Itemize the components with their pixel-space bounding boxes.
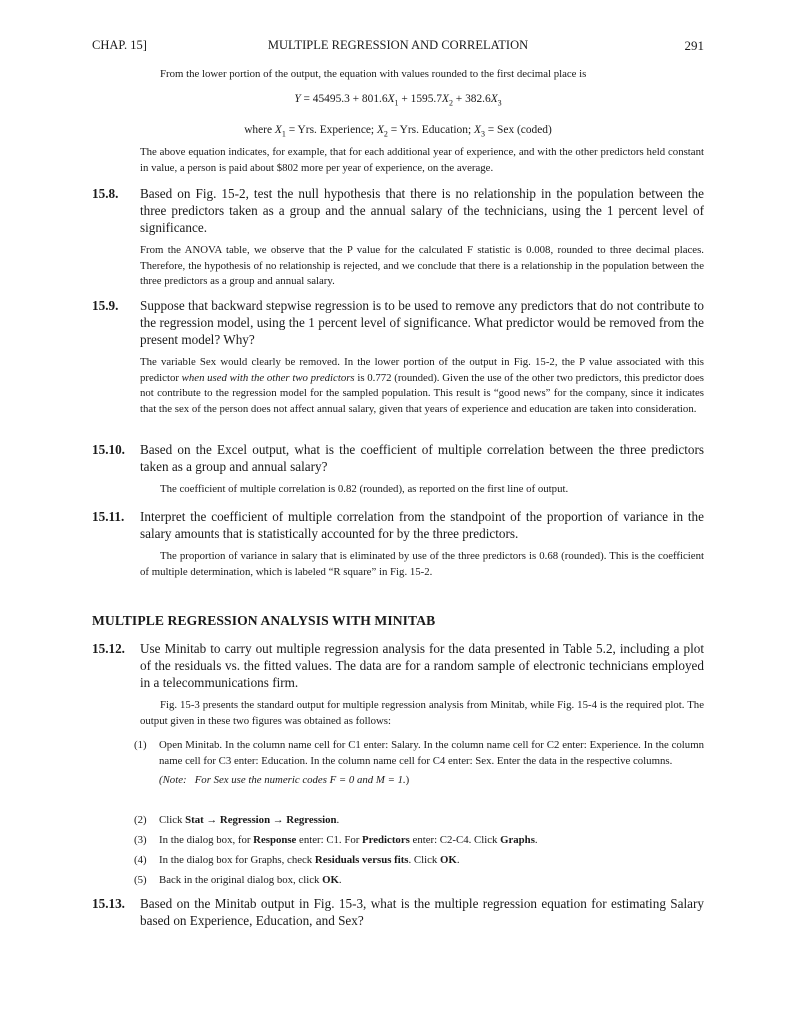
chapter-label: CHAP. 15] — [92, 38, 147, 52]
step-text: Click — [159, 814, 186, 826]
step-2 — [134, 813, 704, 829]
problem-question: Use Minitab to carry out multiple regression analysis for the data presented in Table 5.2, including a plot of the residuals vs. the fitted values. The data are for a random sample of electronic technicians employed in a telecommunications firm. — [140, 641, 704, 690]
answer-emphasis: when used with the other two predictors — [181, 371, 355, 384]
arrow: → — [270, 814, 287, 826]
step-3 — [134, 833, 704, 849]
step-1 — [134, 738, 704, 789]
problem-15-13 — [92, 895, 704, 929]
problem-number: 15.10. — [92, 442, 125, 457]
step-4 — [134, 853, 704, 869]
step-number: (3) — [134, 834, 147, 846]
menu-regression: Regression — [219, 814, 271, 826]
note-close: ) — [405, 774, 410, 786]
page-number: 291 — [684, 38, 704, 53]
response-label: Response — [253, 834, 297, 846]
variable-definitions — [92, 124, 704, 138]
chapter-title: MULTIPLE REGRESSION AND CORRELATION — [267, 38, 529, 52]
graphs-label: Graphs — [500, 834, 535, 846]
step-text: Back in the original dialog box, click — [159, 874, 323, 886]
running-header — [92, 38, 704, 54]
step-text: enter: C2-C4. Click — [409, 834, 501, 846]
problem-number: 15.13. — [92, 896, 125, 911]
step-note — [159, 773, 409, 789]
where-text: where $X_1$ = Yrs. Experience; $X_2$ = Yrs. Education; $X_3$ = Sex (coded) — [244, 124, 552, 139]
problem-answer: The proportion of variance in salary that is eliminated by use of the three predictors is 0.68 (rounded). This is the coefficient of multiple determination, which is labeled “R square” in Fig. 15-2. — [140, 550, 704, 578]
step-text: In the dialog box for Graphs, check — [159, 854, 315, 866]
step-number: (4) — [134, 854, 147, 866]
problem-question: Suppose that backward stepwise regression is to be used to remove any predictors that do not contribute to the regression model, using the 1 percent level of significance. What predictor would be removed from the present model? Why? — [140, 298, 704, 347]
problem-15-9 — [92, 297, 704, 348]
problem-question: Based on Fig. 15-2, test the null hypothesis that there is no relationship in the population between the three predictors taken as a group and the annual salary of the technicians, using the 1 percent level of significance. — [140, 186, 704, 235]
step-text: . Click — [408, 854, 441, 866]
problem-answer: The coefficient of multiple correlation is 0.82 (rounded), as reported on the first line of output. — [160, 483, 569, 495]
problem-answer: Fig. 15-3 presents the standard output for multiple regression analysis from Minitab, while Fig. 15-4 is the required plot. The output given in these two figures was obtained as follows: — [140, 699, 704, 727]
step-end: . — [456, 854, 460, 866]
step-end: . — [336, 814, 340, 826]
problem-answer — [140, 355, 704, 417]
ok-label: OK — [322, 874, 339, 886]
menu-regression-item: Regression — [286, 814, 337, 826]
intro-paragraph: The above equation indicates, for example, that for each additional year of experience, and with the other predictors held constant in value, a person is paid about $802 more per year of experience, on the average. — [140, 146, 704, 174]
note-label: (Note: — [159, 774, 187, 786]
problem-number: 15.9. — [92, 298, 119, 313]
problem-question: Interpret the coefficient of multiple correlation from the standpoint of the proportion of variance in the salary amounts that is statistically accounted for by the three predictors. — [140, 509, 704, 541]
step-end: . — [338, 874, 342, 886]
answer-part: The variable Sex would clearly be removed. In the lower portion of the output in Fig. 15-2, the P value associated with this predictor — [140, 356, 704, 384]
problem-15-12 — [92, 640, 704, 691]
arrow: → — [203, 814, 220, 826]
section-heading: MULTIPLE REGRESSION ANALYSIS WITH MINITAB — [92, 613, 436, 628]
step-text: In the dialog box, for — [159, 834, 254, 846]
step-text: enter: C1. For — [296, 834, 363, 846]
step-text: Open Minitab. In the column name cell for C1 enter: Salary. In the column name cell for C2 enter: Experience. In the column name cell for C3 enter: Education. In the column name cell for C4 enter: Sex. Enter the data in the respective columns. — [159, 739, 704, 767]
problem-number: 15.8. — [92, 186, 119, 201]
predictors-label: Predictors — [362, 834, 410, 846]
residuals-label: Residuals versus fits — [314, 854, 409, 866]
step-5 — [134, 873, 704, 889]
problem-number: 15.11. — [92, 509, 125, 524]
problem-15-10 — [92, 441, 704, 475]
problem-question: Based on the Excel output, what is the coefficient of multiple correlation between the three predictors taken as a group and annual salary? — [140, 442, 704, 474]
problem-15-11 — [92, 508, 704, 542]
step-number: (2) — [134, 814, 147, 826]
step-end: . — [534, 834, 538, 846]
problem-question: Based on the Minitab output in Fig. 15-3, what is the multiple regression equation for estimating Salary based on Experience, Education, and Sex? — [140, 896, 704, 928]
step-number: (5) — [134, 874, 147, 886]
note-text: For Sex use the numeric codes F = 0 and M = 1. — [194, 774, 406, 786]
answer-part: is 0.772 (rounded). Given the use of the other two predictors, this predictor does not contribute to the regression model for the sampled population. This result is “good news” for the company, since it indicates that the sex of the person does not affect annual salary, given that years of experience and education are taken into consideration. — [140, 371, 704, 415]
intro-line: From the lower portion of the output, the equation with values rounded to the first decimal place is — [160, 68, 587, 80]
problem-number: 15.12. — [92, 641, 125, 656]
problem-answer: From the ANOVA table, we observe that the P value for the calculated F statistic is 0.008, rounded to three decimal places. Therefore, the hypothesis of no relationship is rejected, and we conclude that there is a relationship in the population between the three predictors as a group and annual salary. — [140, 244, 704, 287]
step-number: (1) — [134, 739, 147, 751]
equation-text: $Y = 45495.3 + 801.6X_1 + 1595.7X_2 + 382.6X_3$ — [294, 93, 502, 108]
menu-stat: Stat — [185, 814, 204, 826]
ok-label: OK — [440, 854, 457, 866]
regression-equation — [92, 93, 704, 107]
problem-15-8 — [92, 185, 704, 236]
